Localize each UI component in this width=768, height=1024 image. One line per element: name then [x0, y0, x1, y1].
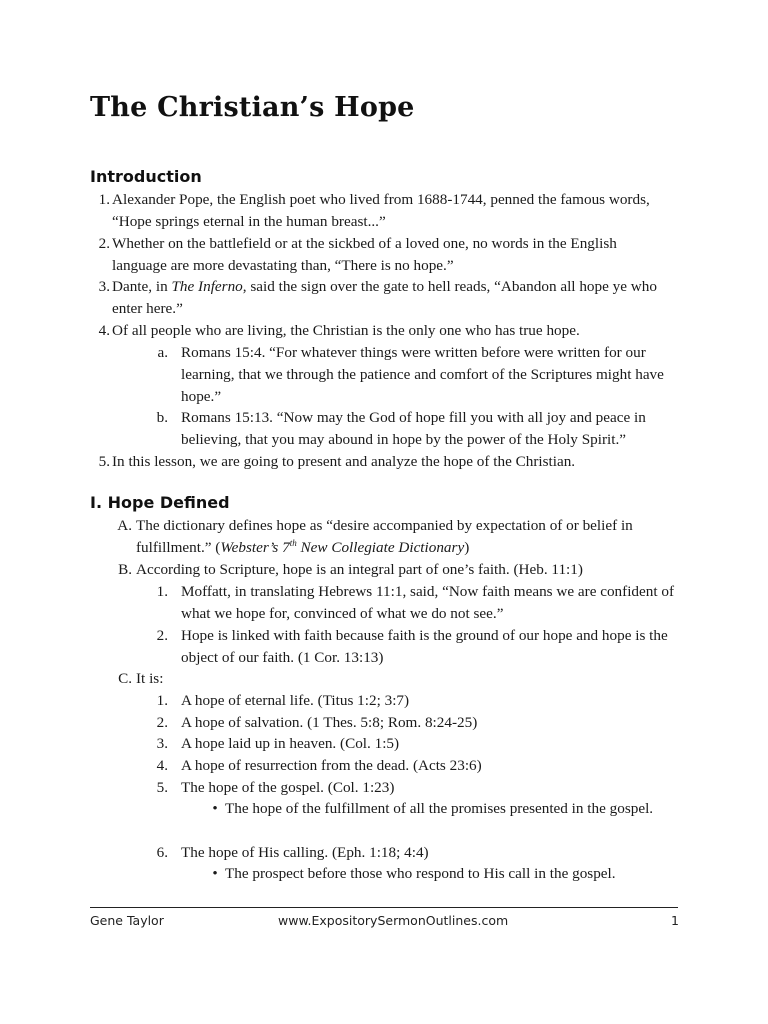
citation — [220, 539, 464, 556]
bullet-marker: • — [212, 800, 218, 817]
list-marker: 5. — [98, 453, 110, 470]
list-marker: b. — [156, 409, 168, 426]
list-item-text: Of all people who are living, the Christian is the only one who has true hope. — [112, 322, 580, 339]
list-marker: a. — [157, 344, 168, 361]
citation-part: New Collegiate Dictionary — [296, 538, 465, 556]
list-marker: 1. — [156, 692, 168, 709]
list-marker: 4. — [98, 322, 110, 339]
footer-page-number: 1 — [671, 913, 679, 928]
bullet-item-text: The hope of the fulfillment of all the promises presented in the gospel. — [225, 800, 654, 817]
bullet-item-text: The prospect before those who respond to His call in the gospel. — [225, 865, 616, 882]
list-marker: 6. — [156, 844, 168, 861]
list-item-text: Romans 15:4. “For whatever things were written before were written for our learning, that we through the patience and comfort of the Scriptures might have hope.” — [181, 344, 664, 405]
citation-part: Webster’s 7 — [220, 538, 290, 556]
list-marker: 5. — [156, 779, 168, 796]
list-item-text: In this lesson, we are going to present and analyze the hope of the Christian. — [112, 453, 576, 470]
list-marker: 3. — [98, 278, 110, 295]
list-item-text: Moffatt, in translating Hebrews 11:1, said, “Now faith means we are confident of what we hope for, convinced of what we do not see.” — [181, 583, 675, 622]
citation-superscript: th — [289, 537, 297, 548]
list-item-text — [112, 276, 672, 320]
footer-website: www.ExpositorySermonOutlines.com — [278, 913, 509, 928]
list-marker: A. — [117, 517, 132, 534]
text-segment: ) — [464, 538, 470, 556]
list-item-text: The hope of His calling. (Eph. 1:18; 4:4) — [181, 844, 429, 861]
list-marker: C. — [118, 670, 132, 687]
list-marker: 3. — [156, 735, 168, 752]
list-item-text: The hope of the gospel. (Col. 1:23) — [181, 779, 395, 796]
bullet-marker: • — [212, 865, 218, 882]
list-item-text: Hope is linked with faith because faith is the ground of our hope and hope is the object of our faith. (1 Cor. 13:13) — [181, 627, 668, 666]
list-item-text: Whether on the battlefield or at the sickbed of a loved one, no words in the English language are more devastating than, “There is no hope.” — [112, 235, 617, 274]
book-title: The Inferno — [171, 278, 243, 295]
footer-author: Gene Taylor — [90, 913, 164, 928]
page-title: The Christian’s Hope — [90, 92, 415, 123]
list-item-text: Romans 15:13. “Now may the God of hope fill you with all joy and peace in believing, that you may abound in hope by the power of the Holy Spirit.” — [181, 409, 646, 448]
list-marker: 2. — [156, 714, 168, 731]
list-item-text: A hope of resurrection from the dead. (Acts 23:6) — [181, 757, 482, 774]
list-marker: 1. — [98, 191, 110, 208]
list-item-text: A hope of eternal life. (Titus 1:2; 3:7) — [181, 692, 410, 709]
section-heading: I. Hope Defined — [90, 493, 230, 512]
text-segment: Dante, in — [112, 278, 172, 295]
list-item-text: It is: — [136, 670, 164, 687]
list-marker: 2. — [98, 235, 110, 252]
text-segment: , said the sign over the gate to hell reads, “Abandon all hope ye who enter here.” — [112, 278, 657, 317]
list-marker: 1. — [156, 583, 168, 600]
list-item-text: A hope of salvation. (1 Thes. 5:8; Rom. 8:24-25) — [181, 714, 478, 731]
list-item-text: A hope laid up in heaven. (Col. 1:5) — [181, 735, 400, 752]
list-marker: 2. — [156, 627, 168, 644]
list-item-text — [136, 515, 681, 559]
list-item-text: According to Scripture, hope is an integral part of one’s faith. (Heb. 11:1) — [136, 561, 583, 578]
text-segment: The dictionary defines hope as “desire accompanied by expectation of or belief in fulfillment.” ( — [136, 517, 633, 556]
list-marker: 4. — [156, 757, 168, 774]
list-marker: B. — [118, 561, 132, 578]
list-item-text: Alexander Pope, the English poet who lived from 1688-1744, penned the famous words, “Hope springs eternal in the human breast...” — [112, 191, 650, 230]
introduction-heading: Introduction — [90, 167, 202, 186]
footer-divider — [90, 907, 678, 908]
